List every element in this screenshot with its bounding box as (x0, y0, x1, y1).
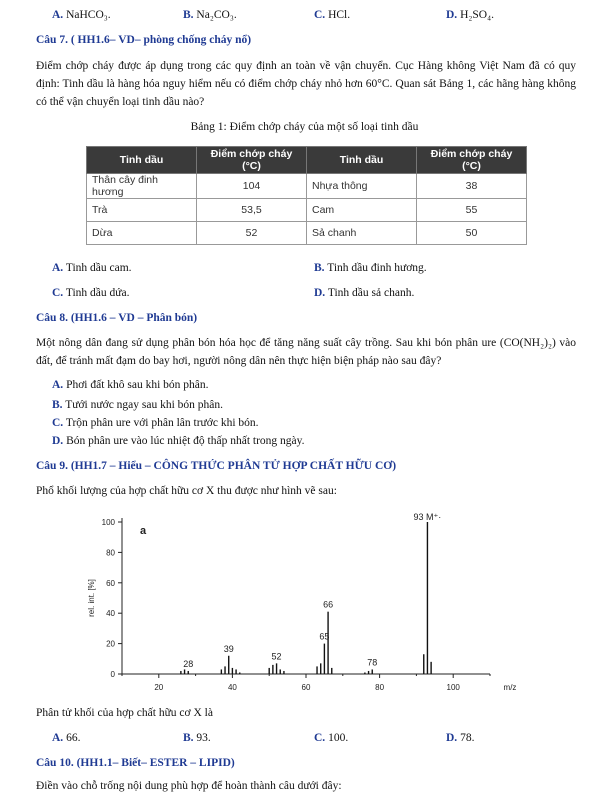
q8-option-d[interactable] (52, 435, 305, 447)
option-letter: C. (314, 9, 326, 21)
peak-label: 28 (183, 658, 194, 669)
table-cell: 38 (417, 174, 527, 199)
peak-label: 52 (271, 651, 282, 662)
option-letter: D. (52, 435, 64, 447)
table-cell: Cam (307, 199, 417, 222)
option-text: 66. (66, 732, 81, 744)
option-letter: A. (52, 732, 64, 744)
option-text: Bón phân ure vào lúc nhiệt độ thấp nhất trong ngày. (66, 435, 305, 447)
option-text: Trộn phân ure với phân lân trước khi bón. (65, 417, 259, 429)
option-text: Tinh dầu cam. (65, 262, 132, 274)
q8-option-b[interactable] (52, 399, 223, 411)
option-text: Na₂CO₃. (196, 9, 237, 21)
x-tick-label: 80 (375, 683, 385, 692)
q9-option-b[interactable] (183, 732, 211, 744)
y-tick-label: 0 (110, 670, 115, 679)
option-letter: C. (314, 732, 326, 744)
mass-spectrum-svg (84, 508, 528, 698)
table-cell: Trà (87, 199, 197, 222)
table-header-cell: Tinh dầu (307, 147, 417, 174)
option-text: Phơi đất khô sau khi bón phân. (66, 379, 209, 391)
option-text: 100. (328, 732, 349, 744)
x-tick-label: 60 (301, 683, 311, 692)
q7-text: Điểm chớp cháy được áp dụng trong các quy định an toàn về vận chuyển. Cục Hàng không Việt Nam đã có quy định: Tinh dầu là hàng hóa nguy hiểm nếu có điểm chớp cháy nhỏ hơn 60°C. Quan sát Bảng 1, các hãng hàng không có thể vận chuyển loại tinh dầu nào? (36, 60, 576, 108)
table-header-cell: Điểm chớp cháy (°C) (197, 147, 307, 174)
peak-label: 78 (367, 657, 378, 668)
q7-option-a[interactable] (52, 262, 132, 274)
table-cell: 55 (417, 199, 527, 222)
q7-title: Câu 7. ( HH1.6– VD– phòng chống cháy nổ) (36, 34, 252, 46)
flash-point-table (86, 146, 527, 245)
q6-option-d[interactable] (446, 9, 494, 21)
q9-question: Phân tử khối của hợp chất hữu cơ X là (36, 707, 213, 719)
y-tick-label: 100 (101, 518, 115, 527)
x-axis-label: m/z (503, 683, 517, 692)
option-letter: A. (52, 9, 64, 21)
option-text: 93. (196, 732, 211, 744)
option-letter: A. (52, 379, 64, 391)
mass-spectrum-chart (84, 508, 528, 698)
y-tick-label: 60 (106, 578, 115, 588)
q10-title: Câu 10. (HH1.1– Biết– ESTER – LIPID) (36, 757, 235, 769)
option-letter: D. (446, 732, 458, 744)
q8-option-a[interactable] (52, 379, 209, 391)
table-cell: Sả chanh (307, 222, 417, 245)
option-letter: B. (183, 9, 194, 21)
y-tick-label: 20 (106, 639, 115, 649)
table-cell: 52 (197, 222, 307, 245)
option-letter: C. (52, 417, 64, 429)
option-text: HCl. (328, 9, 351, 21)
option-text: Tinh dầu đinh hương. (327, 262, 427, 274)
option-text: 78. (460, 732, 475, 744)
table-header-row (87, 147, 527, 174)
q8-title: Câu 8. (HH1.6 – VD – Phân bón) (36, 312, 198, 324)
q6-option-a[interactable] (52, 9, 111, 21)
table-cell: Dừa (87, 222, 197, 245)
q9-option-d[interactable] (446, 732, 474, 744)
table-row (87, 222, 527, 245)
option-letter: D. (446, 9, 458, 21)
q7-option-b[interactable] (314, 262, 427, 274)
panel-label: a (140, 525, 147, 537)
x-tick-label: 100 (446, 683, 460, 692)
q6-option-b[interactable] (183, 9, 237, 21)
table-row (87, 199, 527, 222)
table-cell: 53,5 (197, 199, 307, 222)
table-cell: 104 (197, 174, 307, 199)
x-tick-label: 20 (154, 683, 164, 692)
q9-text: Phổ khối lượng của hợp chất hữu cơ X thu được như hình vẽ sau: (36, 485, 337, 497)
q9-option-c[interactable] (314, 732, 348, 744)
q10-text: Điền vào chỗ trống nội dung phù hợp để hoàn thành câu dưới đây: (36, 780, 342, 792)
option-letter: D. (314, 287, 326, 299)
table-row (87, 174, 527, 199)
peak-label: 65 (319, 631, 330, 642)
q7-option-c[interactable] (52, 287, 130, 299)
peak-label: 66 (323, 599, 334, 610)
q9-title: Câu 9. (HH1.7 – Hiểu – CÔNG THỨC PHÂN TỬ HỢP CHẤT HỮU CƠ) (36, 460, 397, 472)
y-axis-label: rel. int. [%] (87, 579, 96, 617)
y-tick-label: 80 (106, 548, 115, 558)
q8-option-c[interactable] (52, 417, 259, 429)
table-header-cell: Điểm chớp cháy (°C) (417, 147, 527, 174)
option-text: NaHCO₃. (66, 9, 111, 21)
table-cell: Nhựa thông (307, 174, 417, 199)
option-text: Tinh dầu dứa. (65, 287, 130, 299)
option-letter: C. (52, 287, 64, 299)
q7-option-d[interactable] (314, 287, 414, 299)
table-header-cell: Tinh dầu (87, 147, 197, 174)
option-letter: B. (52, 399, 63, 411)
x-tick-label: 40 (227, 683, 237, 692)
q8-text: Một nông dân đang sử dụng phân bón hóa học để tăng năng suất cây trồng. Sau khi bón phân ure (CO(NH₂)₂) vào đất, để tránh mất đạm do bay hơi, người nông dân nên thực hiện biện pháp nào sau đây? (36, 337, 576, 367)
peak-label: 93 M⁺· (413, 512, 442, 522)
option-text: Tinh dầu sả chanh. (327, 287, 415, 299)
option-text: H₂SO₄. (460, 9, 494, 21)
y-tick-label: 40 (106, 609, 115, 619)
table-cell: 50 (417, 222, 527, 245)
table-cell: Thân cây đinh hương (87, 174, 197, 199)
peak-label: 39 (223, 643, 234, 654)
option-letter: B. (183, 732, 194, 744)
option-text: Tưới nước ngay sau khi bón phân. (65, 399, 224, 411)
table-caption: Bảng 1: Điểm chớp cháy của một số loại tinh dầu (190, 121, 419, 133)
q6-option-c[interactable] (314, 9, 350, 21)
option-letter: B. (314, 262, 325, 274)
q9-option-a[interactable] (52, 732, 80, 744)
option-letter: A. (52, 262, 64, 274)
